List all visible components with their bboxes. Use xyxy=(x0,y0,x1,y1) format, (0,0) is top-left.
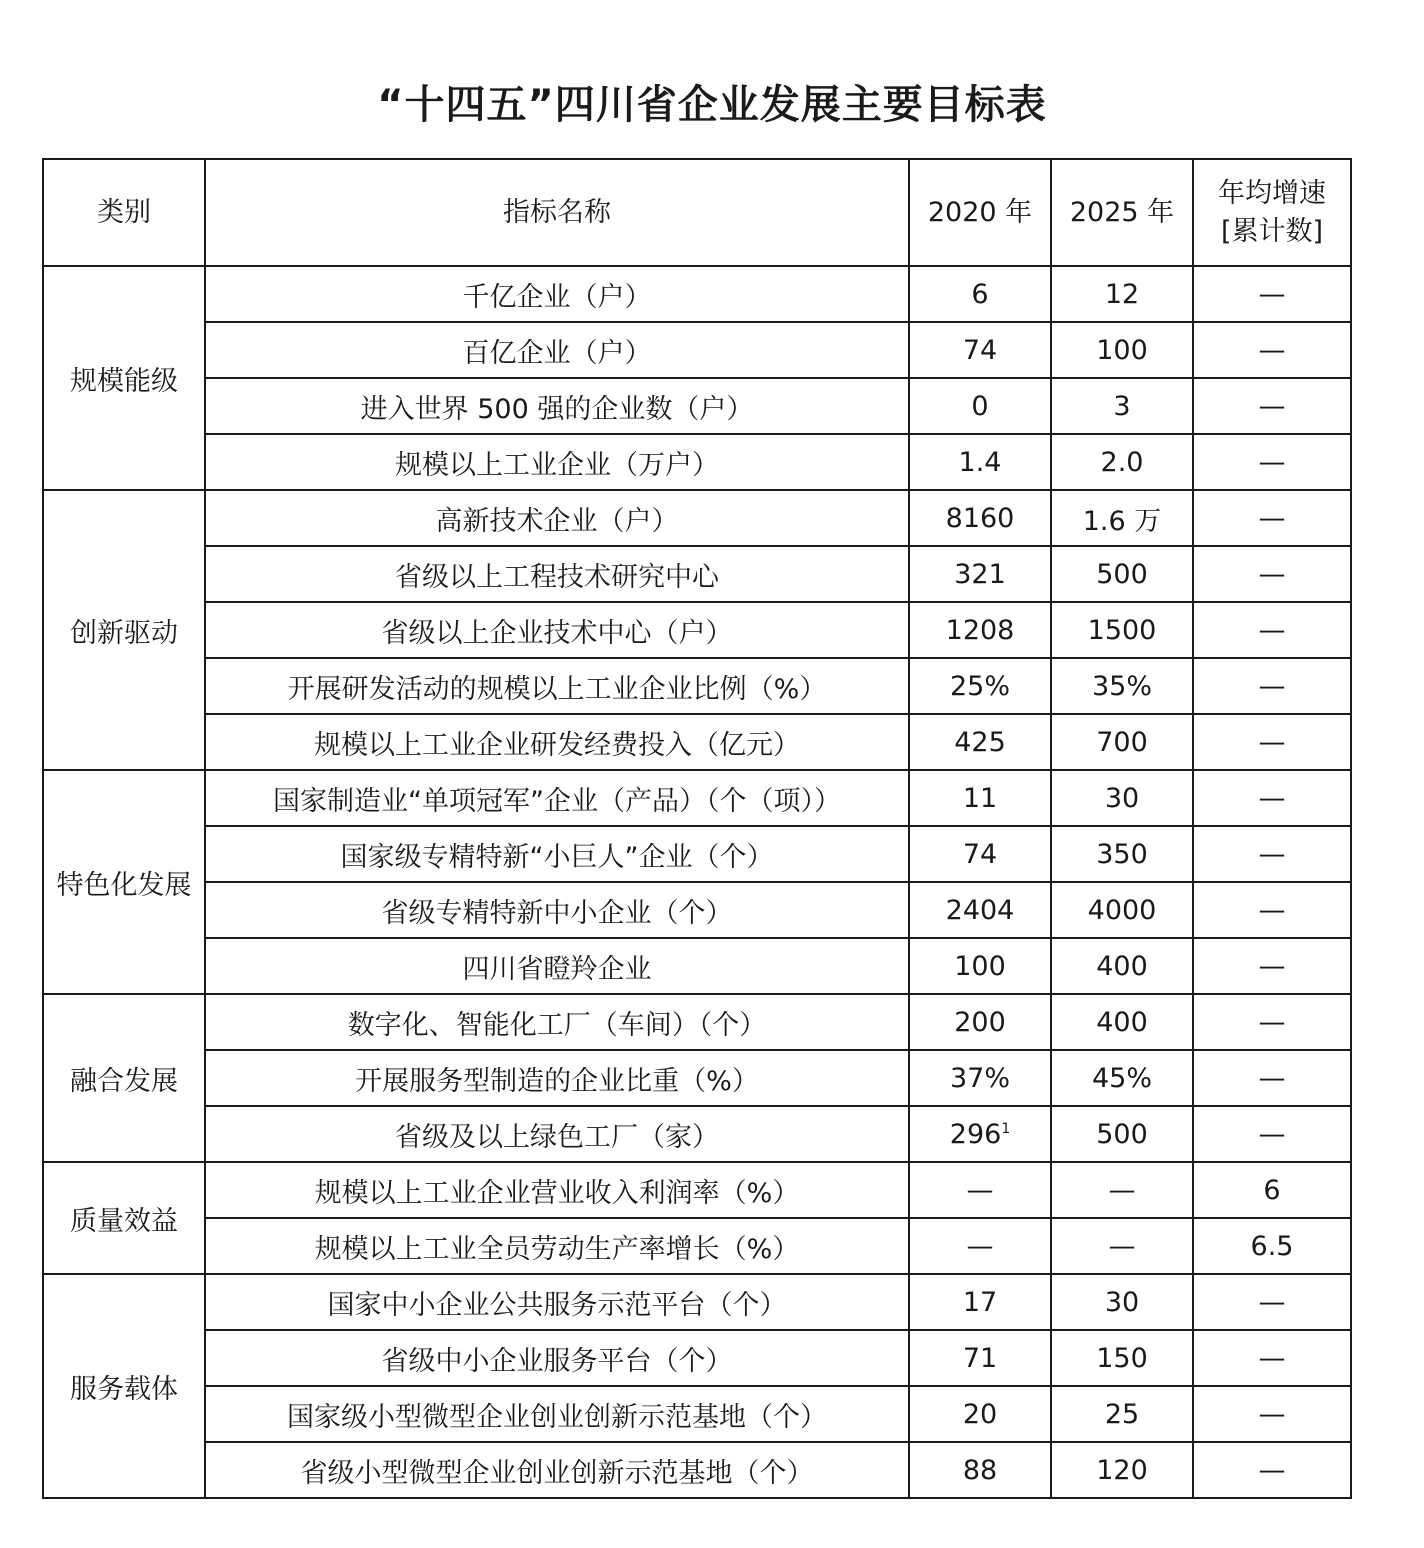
value-2020: 25% xyxy=(949,670,1010,702)
value-2020-cell xyxy=(909,602,1051,658)
value-2020: 11 xyxy=(962,782,998,814)
value-2025-cell: 1500 xyxy=(1051,602,1193,658)
value-2020-cell xyxy=(909,1442,1051,1498)
value-2020-cell xyxy=(909,658,1051,714)
growth-cell: 6 xyxy=(1193,1162,1351,1218)
growth-cell: — xyxy=(1193,266,1351,322)
table-row xyxy=(43,1106,1351,1162)
growth-cell: — xyxy=(1193,602,1351,658)
indicator-cell: 省级以上企业技术中心（户） xyxy=(205,602,909,658)
indicator-cell: 省级专精特新中小企业（个） xyxy=(205,882,909,938)
value-2025-cell: 100 xyxy=(1051,322,1193,378)
value-2020-cell xyxy=(909,490,1051,546)
indicator-cell: 国家级专精特新“小巨人”企业（个） xyxy=(205,826,909,882)
value-2020-cell xyxy=(909,1106,1051,1162)
value-2020: 200 xyxy=(954,1006,1006,1038)
indicator-cell: 省级以上工程技术研究中心 xyxy=(205,546,909,602)
value-2025-cell: 150 xyxy=(1051,1330,1193,1386)
indicator-cell: 省级及以上绿色工厂（家） xyxy=(205,1106,909,1162)
table-row xyxy=(43,994,1351,1050)
value-2025-cell: — xyxy=(1051,1218,1193,1274)
growth-cell: 6.5 xyxy=(1193,1218,1351,1274)
value-2025-cell: 12 xyxy=(1051,266,1193,322)
indicator-cell: 千亿企业（户） xyxy=(205,266,909,322)
table-row xyxy=(43,266,1351,322)
value-2020: 1208 xyxy=(945,614,1015,646)
value-2020-cell xyxy=(909,266,1051,322)
value-2025-cell: 30 xyxy=(1051,770,1193,826)
value-2025-cell: — xyxy=(1051,1162,1193,1218)
growth-cell: — xyxy=(1193,1386,1351,1442)
value-2020-cell xyxy=(909,826,1051,882)
value-2025-cell: 400 xyxy=(1051,938,1193,994)
value-2020: 296 xyxy=(949,1118,1002,1150)
value-2025-cell: 700 xyxy=(1051,714,1193,770)
value-2020-cell xyxy=(909,882,1051,938)
growth-cell: — xyxy=(1193,1050,1351,1106)
value-2020-cell xyxy=(909,938,1051,994)
value-2025-cell: 35% xyxy=(1051,658,1193,714)
table-body xyxy=(43,266,1351,1498)
growth-cell: — xyxy=(1193,658,1351,714)
growth-cell: — xyxy=(1193,378,1351,434)
table-row xyxy=(43,882,1351,938)
growth-cell: — xyxy=(1193,882,1351,938)
value-2025-cell: 350 xyxy=(1051,826,1193,882)
value-2020: 88 xyxy=(962,1454,998,1486)
value-2025-cell: 4000 xyxy=(1051,882,1193,938)
value-2020-cell xyxy=(909,322,1051,378)
indicator-cell: 国家制造业“单项冠军”企业（产品）（个（项）） xyxy=(205,770,909,826)
indicator-cell: 省级中小企业服务平台（个） xyxy=(205,1330,909,1386)
value-2025-cell: 500 xyxy=(1051,546,1193,602)
growth-cell: — xyxy=(1193,938,1351,994)
value-2020-cell xyxy=(909,994,1051,1050)
value-2020-cell xyxy=(909,1330,1051,1386)
indicator-cell: 国家级小型微型企业创业创新示范基地（个） xyxy=(205,1386,909,1442)
header-growth-line1: 年均增速 xyxy=(1218,177,1326,209)
value-2020: 74 xyxy=(962,838,998,870)
header-row xyxy=(43,159,1351,266)
category-cell: 规模能级 xyxy=(43,266,205,490)
table-row xyxy=(43,602,1351,658)
indicator-cell: 百亿企业（户） xyxy=(205,322,909,378)
header-growth xyxy=(1193,159,1351,266)
page-title: “十四五”四川省企业发展主要目标表 xyxy=(377,81,1047,128)
value-2020-cell xyxy=(909,1162,1051,1218)
table-row xyxy=(43,546,1351,602)
category-cell: 融合发展 xyxy=(43,994,205,1162)
table-row xyxy=(43,434,1351,490)
value-2020: 6 xyxy=(971,278,989,310)
value-2025-cell: 25 xyxy=(1051,1386,1193,1442)
table-row xyxy=(43,658,1351,714)
value-2025-cell: 2.0 xyxy=(1051,434,1193,490)
indicator-cell: 高新技术企业（户） xyxy=(205,490,909,546)
value-2020: — xyxy=(966,1230,994,1262)
indicator-cell: 规模以上工业企业研发经费投入（亿元） xyxy=(205,714,909,770)
value-2025-cell: 3 xyxy=(1051,378,1193,434)
category-cell: 服务载体 xyxy=(43,1274,205,1498)
growth-cell: — xyxy=(1193,1442,1351,1498)
value-2025-cell: 45% xyxy=(1051,1050,1193,1106)
value-2020: 425 xyxy=(954,726,1006,758)
table-row xyxy=(43,1050,1351,1106)
value-2020: 17 xyxy=(962,1286,998,1318)
value-2020: 71 xyxy=(962,1342,998,1374)
value-2020: 37% xyxy=(949,1062,1010,1094)
growth-cell: — xyxy=(1193,434,1351,490)
table-row xyxy=(43,1386,1351,1442)
header-growth-line2: [累计数] xyxy=(1220,215,1324,247)
table-row xyxy=(43,490,1351,546)
value-2025-cell: 30 xyxy=(1051,1274,1193,1330)
value-2020-cell xyxy=(909,714,1051,770)
header-indicator: 指标名称 xyxy=(205,159,909,266)
growth-cell: — xyxy=(1193,490,1351,546)
value-2020-cell xyxy=(909,378,1051,434)
header-2020: 2020 年 xyxy=(909,159,1051,266)
table-row xyxy=(43,770,1351,826)
indicator-cell: 开展研发活动的规模以上工业企业比例（%） xyxy=(205,658,909,714)
category-cell: 特色化发展 xyxy=(43,770,205,994)
growth-cell: — xyxy=(1193,1274,1351,1330)
table-row xyxy=(43,714,1351,770)
value-2020-cell xyxy=(909,434,1051,490)
table-row xyxy=(43,1162,1351,1218)
value-2020: — xyxy=(966,1174,994,1206)
table-row xyxy=(43,1330,1351,1386)
growth-cell: — xyxy=(1193,546,1351,602)
value-2020-cell xyxy=(909,770,1051,826)
category-cell: 质量效益 xyxy=(43,1162,205,1274)
growth-cell: — xyxy=(1193,1106,1351,1162)
value-2020: 20 xyxy=(962,1398,998,1430)
header-2025: 2025 年 xyxy=(1051,159,1193,266)
value-2020-cell xyxy=(909,1050,1051,1106)
table-row xyxy=(43,938,1351,994)
growth-cell: — xyxy=(1193,826,1351,882)
value-2025-cell: 120 xyxy=(1051,1442,1193,1498)
value-2020: 2404 xyxy=(945,894,1015,926)
value-2020: 100 xyxy=(954,950,1006,982)
targets-table xyxy=(42,158,1352,1499)
growth-cell: — xyxy=(1193,770,1351,826)
table-row xyxy=(43,826,1351,882)
value-2025-cell: 500 xyxy=(1051,1106,1193,1162)
value-2020-cell xyxy=(909,1274,1051,1330)
indicator-cell: 四川省瞪羚企业 xyxy=(205,938,909,994)
value-2020: 321 xyxy=(954,558,1006,590)
value-2020-cell xyxy=(909,1218,1051,1274)
table-row xyxy=(43,322,1351,378)
indicator-cell: 规模以上工业全员劳动生产率增长（%） xyxy=(205,1218,909,1274)
category-cell: 创新驱动 xyxy=(43,490,205,770)
indicator-cell: 省级小型微型企业创业创新示范基地（个） xyxy=(205,1442,909,1498)
value-2020: 0 xyxy=(971,390,989,422)
header-category: 类别 xyxy=(43,159,205,266)
value-2020: 74 xyxy=(962,334,998,366)
value-2020: 8160 xyxy=(945,502,1015,534)
value-2020: 1.4 xyxy=(958,446,1002,478)
value-2020-cell xyxy=(909,546,1051,602)
value-2020-cell xyxy=(909,1386,1051,1442)
value-2025-cell: 1.6 万 xyxy=(1051,490,1193,546)
indicator-cell: 规模以上工业企业（万户） xyxy=(205,434,909,490)
table-row xyxy=(43,378,1351,434)
table-row xyxy=(43,1442,1351,1498)
footnote-marker: 1 xyxy=(1001,1120,1011,1137)
growth-cell: — xyxy=(1193,322,1351,378)
value-2025-cell: 400 xyxy=(1051,994,1193,1050)
indicator-cell: 国家中小企业公共服务示范平台（个） xyxy=(205,1274,909,1330)
table-row xyxy=(43,1274,1351,1330)
growth-cell: — xyxy=(1193,714,1351,770)
growth-cell: — xyxy=(1193,994,1351,1050)
indicator-cell: 开展服务型制造的企业比重（%） xyxy=(205,1050,909,1106)
indicator-cell: 数字化、智能化工厂（车间）（个） xyxy=(205,994,909,1050)
growth-cell: — xyxy=(1193,1330,1351,1386)
indicator-cell: 进入世界 500 强的企业数（户） xyxy=(205,378,909,434)
table-row xyxy=(43,1218,1351,1274)
indicator-cell: 规模以上工业企业营业收入利润率（%） xyxy=(205,1162,909,1218)
